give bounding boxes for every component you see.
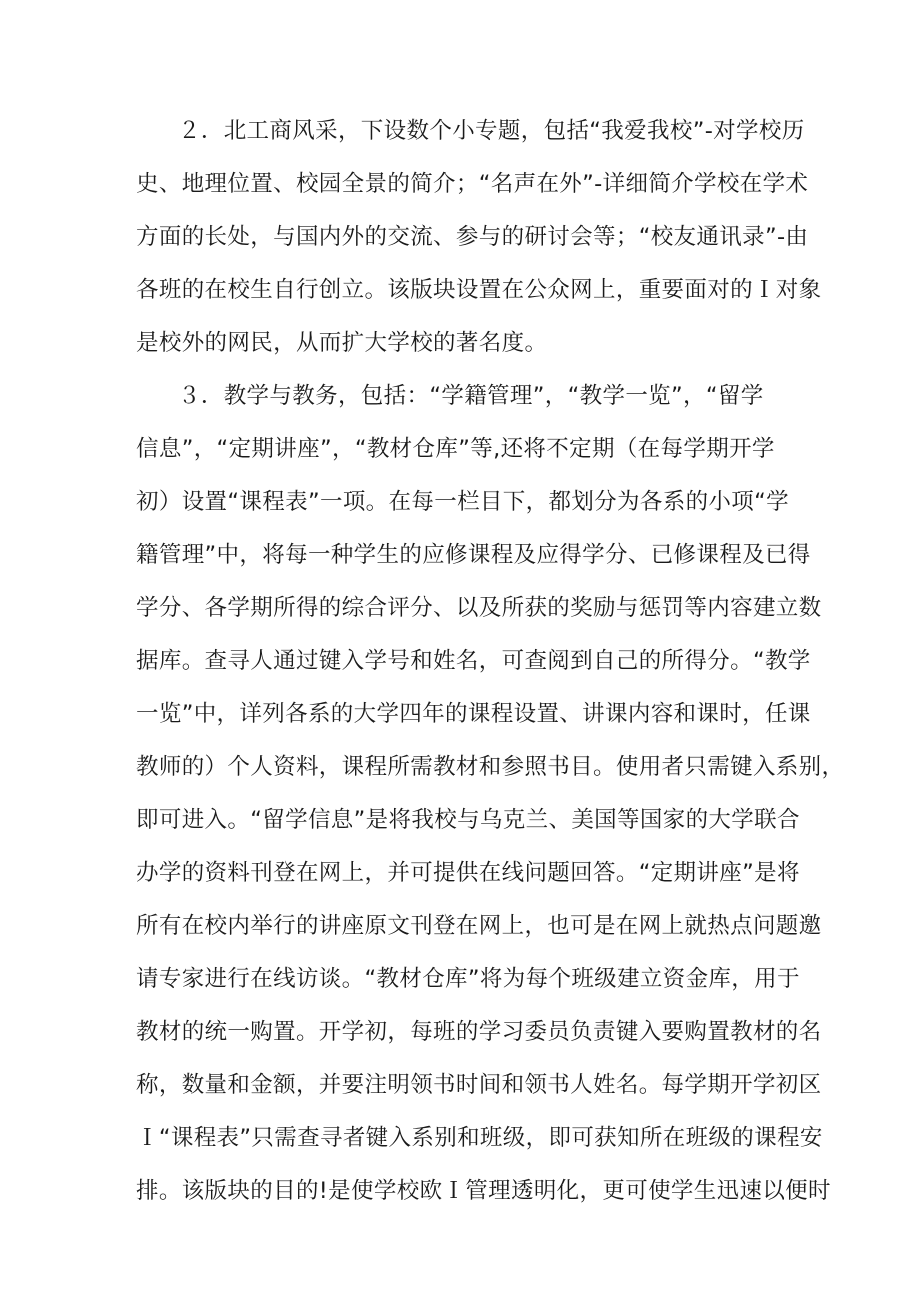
text-line: 学分、各学期所得的综合评分、以及所获的奖励与惩罚等内容建立数: [136, 595, 822, 621]
text-line: 各班的在校生自行创立。该版块设置在公众网上，重要面对的Ｉ对象: [136, 277, 822, 303]
paragraph-3: [136, 370, 845, 1218]
text-line: 是校外的网民，从而扩大学校的著名度。: [136, 330, 548, 356]
text-line: 所有在校内举行的讲座原文刊登在网上，也可是在网上就热点问题邀: [136, 913, 822, 939]
paragraph-2: [136, 105, 822, 370]
text-line: 籍管理”中，将每一种学生的应修课程及应得学分、已修课程及已得: [136, 542, 811, 568]
text-line: 称，数量和金额，并要注明领书时间和领书人姓名。每学期开学初区: [136, 1072, 822, 1098]
text-line: 初）设置“课程表”一项。在每一栏目下，都划分为各系的小项“学: [136, 489, 789, 515]
text-line: ２．北工商风采，下设数个小专题，包括“我爱我校”-对学校历: [178, 118, 805, 144]
text-line: 史、地理位置、校园全景的简介；“名声在外”-详细简介学校在学术: [136, 171, 809, 197]
text-line: 教师的）个人资料，课程所需教材和参照书目。使用者只需键入系别，: [136, 754, 845, 780]
text-line: 请专家进行在线访谈。“教材仓库”将为每个班级建立资金库，用于: [136, 966, 800, 992]
text-line: 教材的统一购置。开学初，每班的学习委员负责键入要购置教材的名: [136, 1019, 822, 1045]
text-line: Ｉ“课程表”只需查寻者键入系别和班级，即可获知所在班级的课程安: [136, 1125, 823, 1151]
text-line: 一览”中，详列各系的大学四年的课程设置、讲课内容和课时，任课: [136, 701, 811, 727]
text-line: ３．教学与教务，包括：“学籍管理”，“教学一览”，“留学: [178, 383, 764, 409]
text-line: 信息”，“定期讲座”，“教材仓库”等,还将不定期（在每学期开学: [136, 436, 775, 462]
document-body: [136, 105, 845, 1218]
text-line: 即可进入。“留学信息”是将我校与乌克兰、美国等国家的大学联合: [136, 807, 800, 833]
text-line: 排。该版块的目的!是使学校欧Ｉ管理透明化，更可使学生迅速以便时: [136, 1178, 831, 1204]
text-line: 据库。查寻人通过键入学号和姓名，可查阅到自己的所得分。“教学: [136, 648, 811, 674]
text-line: 方面的长处，与国内外的交流、参与的研讨会等；“校友通讯录”-由: [136, 224, 809, 250]
text-line: 办学的资料刊登在网上，并可提供在线问题回答。“定期讲座”是将: [136, 860, 800, 886]
